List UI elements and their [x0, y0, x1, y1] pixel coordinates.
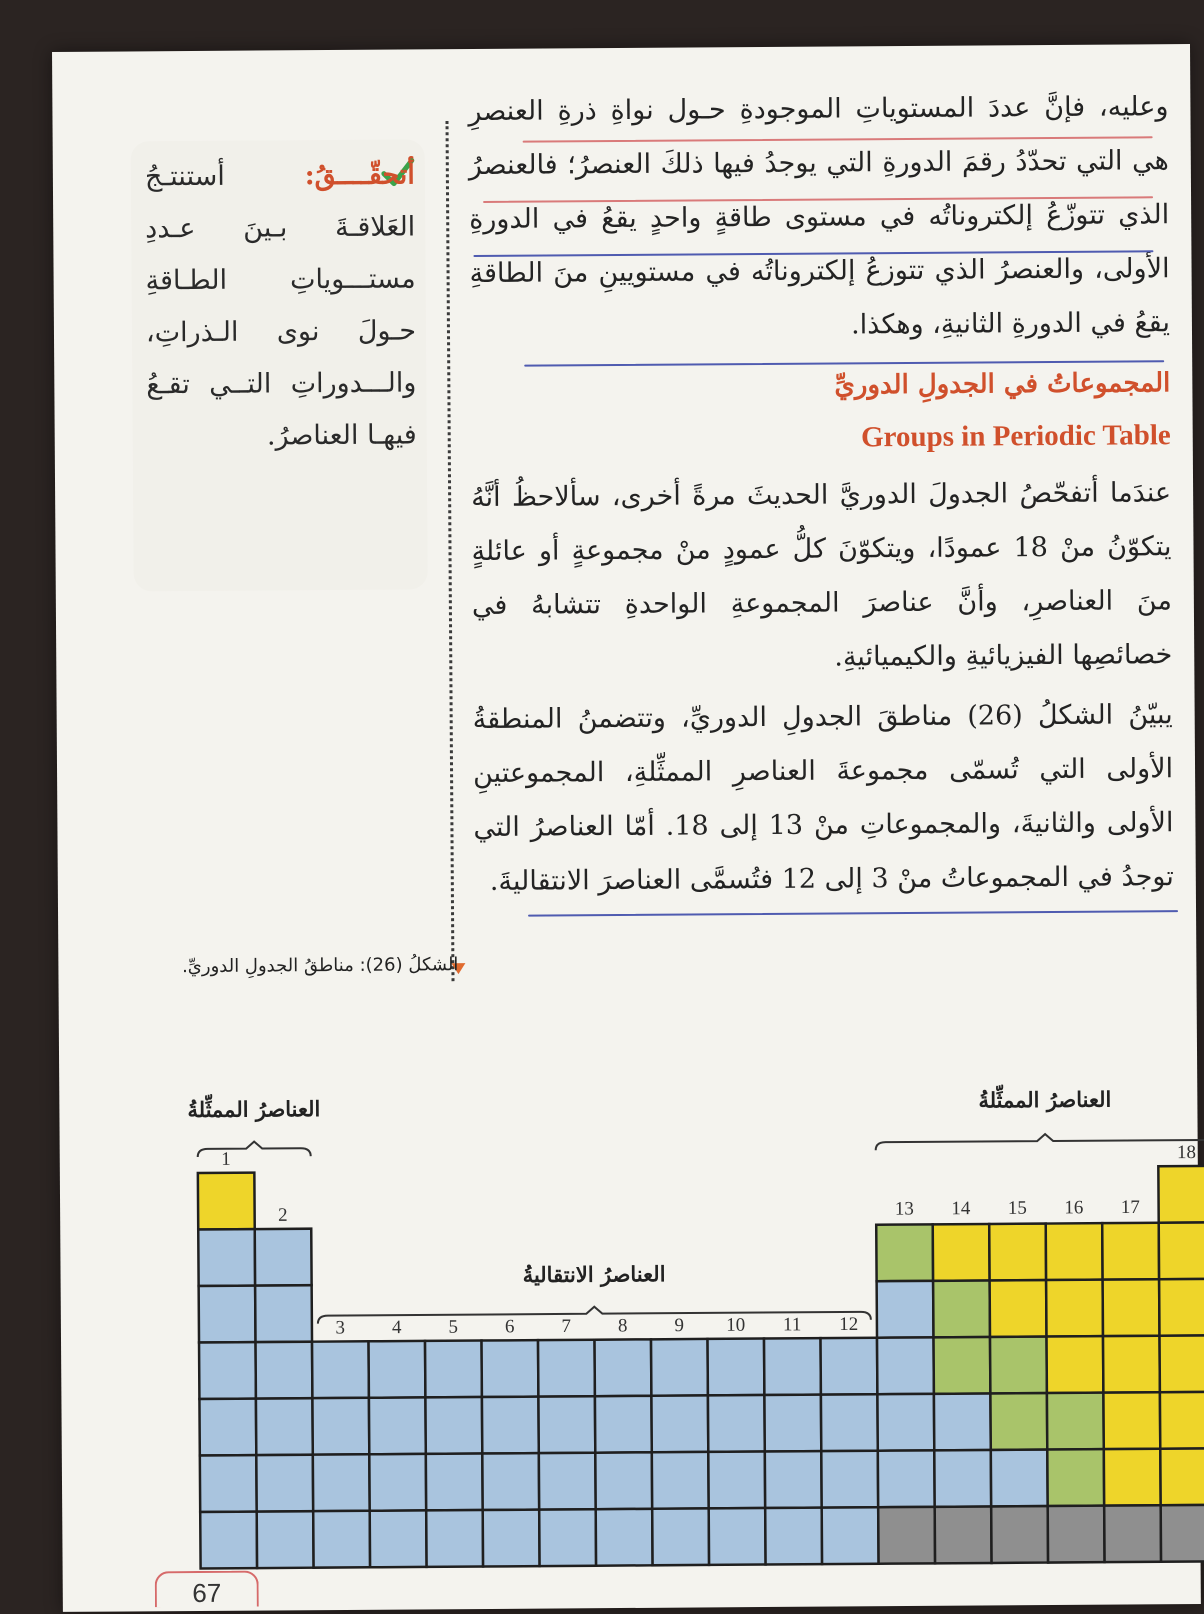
- group-number: 18: [1176, 1142, 1197, 1164]
- element-cell: [990, 1337, 1047, 1394]
- element-cell: [199, 1399, 256, 1456]
- label-representative-right: العناصرُ الممثِّلةُ: [978, 1086, 1112, 1113]
- element-cell: [1104, 1505, 1161, 1562]
- group-number: 14: [951, 1198, 971, 1220]
- element-cell: [1161, 1505, 1204, 1562]
- element-cell: [1047, 1393, 1104, 1450]
- element-cell: [991, 1450, 1048, 1507]
- group-number: 4: [391, 1317, 402, 1339]
- element-cell: [708, 1395, 765, 1452]
- element-cell: [482, 1340, 539, 1397]
- element-cell: [821, 1338, 878, 1395]
- main-text: [468, 80, 1174, 909]
- element-cell: [369, 1397, 426, 1454]
- element-cell: [1102, 1223, 1159, 1280]
- element-cell: [877, 1281, 934, 1338]
- group-number: 17: [1120, 1196, 1140, 1219]
- column-divider: [446, 121, 455, 981]
- element-cell: [482, 1453, 539, 1510]
- element-cell: [256, 1342, 313, 1399]
- element-cell: [199, 1342, 256, 1399]
- element-cell: [1103, 1279, 1160, 1336]
- element-cell: [708, 1339, 765, 1396]
- element-cell: [200, 1512, 257, 1569]
- element-cell: [878, 1507, 935, 1564]
- element-cell: [990, 1280, 1047, 1337]
- element-cell: [1160, 1392, 1204, 1449]
- element-cell: [1103, 1336, 1160, 1393]
- element-cell: [538, 1396, 595, 1453]
- element-cell: [652, 1508, 709, 1565]
- group-number: 9: [674, 1315, 684, 1337]
- element-cell: [595, 1452, 652, 1509]
- element-cell: [312, 1341, 369, 1398]
- element-cell: [1160, 1335, 1204, 1392]
- element-cell: [1047, 1449, 1104, 1506]
- element-cell: [933, 1280, 990, 1337]
- group-number: 5: [448, 1316, 458, 1338]
- element-cell: [255, 1285, 312, 1342]
- brace: [198, 1141, 311, 1157]
- page-number: 67: [155, 1571, 259, 1608]
- element-cell: [991, 1506, 1048, 1563]
- element-cell: [1159, 1222, 1204, 1279]
- element-cell: [934, 1450, 991, 1507]
- check-text: أستنتـجُ العَلاقـةَ بـينَ عـددِ مستـــوياتِ الطـاقةِ حـولَ نوى الـذراتِ، والـــدوراتِ التــي تقـعُ فيهـا العناصرُ.: [144, 160, 417, 452]
- group-number: 1: [221, 1148, 231, 1170]
- element-cell: [483, 1510, 540, 1567]
- element-cell: [1159, 1279, 1204, 1336]
- element-cell: [199, 1286, 256, 1343]
- element-cell: [595, 1339, 652, 1396]
- element-cell: [822, 1507, 879, 1564]
- figure-caption: الشكلُ (26): مناطقُ الجدولِ الدوريِّ.: [181, 954, 459, 978]
- element-cell: [256, 1455, 313, 1512]
- element-cell: [877, 1337, 934, 1394]
- element-cell: [482, 1397, 539, 1454]
- pen-underline: [528, 910, 1178, 917]
- element-cell: [878, 1450, 935, 1507]
- element-cell: [370, 1510, 427, 1567]
- textbook-page: [52, 44, 1201, 1612]
- element-cell: [1160, 1448, 1204, 1505]
- group-number: 7: [561, 1315, 571, 1337]
- group-number: 6: [504, 1316, 515, 1338]
- brace: [876, 1133, 1204, 1150]
- element-cell: [933, 1224, 990, 1281]
- element-cell: [652, 1452, 709, 1509]
- paragraph-periods: وعليه، فإنَّ عددَ المستوياتِ الموجودةِ حـول نواةِ ذرةِ العنصرِ هي التي تحدّدُ رقمَ الدورةِ التي يوجدُ فيها ذلكَ العنصرُ؛ فالعنصرُ الذي تتوزّعُ إلكتروناتُه في مستوى طاقةٍ واحدٍ يقعُ في الدورةِ الأولى، والعنصرُ الذي تتوزعُ إلكتروناتُه في مستويينِ منَ الطاقةِ يقعُ في الدورةِ الثانيةِ، وهكذا.: [468, 91, 1171, 341]
- periodic-table-diagram: [117, 1044, 1197, 1571]
- element-cell: [765, 1508, 822, 1565]
- group-number: 2: [278, 1204, 288, 1226]
- element-cell: [596, 1509, 653, 1566]
- element-cell: [990, 1393, 1047, 1450]
- element-cell: [1103, 1392, 1160, 1449]
- element-cell: [595, 1396, 652, 1453]
- element-cell: [538, 1340, 595, 1397]
- label-representative-left: العناصرُ الممثِّلةُ: [187, 1096, 321, 1123]
- element-cell: [257, 1511, 314, 1568]
- element-cell: [821, 1394, 878, 1451]
- element-cell: [651, 1395, 708, 1452]
- element-cell: [539, 1509, 596, 1566]
- element-cell: [198, 1173, 255, 1230]
- element-cell: [765, 1451, 822, 1508]
- element-cell: [369, 1341, 426, 1398]
- group-number: 13: [894, 1198, 914, 1220]
- element-cell: [200, 1455, 257, 1512]
- paragraph-groups: عندَما أتفحّصُ الجدولَ الدوريَّ الحديثَ مرةً أخرى، سألاحظُ أنَّهُ يتكوّنُ منْ 18 عمودًا، ويتكوّنَ كلُّ عمودٍ منْ مجموعةٍ أو عائلةٍ منَ العناصرِ، وأنَّ عناصرَ المجموعةِ الواحدةِ تتشابهُ في خصائصِها الفيزيائيةِ والكيميائيةِ.: [471, 477, 1173, 673]
- element-cell: [312, 1398, 369, 1455]
- element-cell: [255, 1229, 312, 1286]
- group-number: 11: [782, 1314, 802, 1336]
- group-number: 15: [1007, 1197, 1027, 1219]
- element-cell: [764, 1338, 821, 1395]
- paragraph-regions: يبيّنُ الشكلُ (26) مناطقَ الجدولِ الدوريِّ، وتتضمنُ المنطقةُ الأولى التي تُسمّى مجموعةَ العناصرِ الممثِّلةِ، المجموعتينِ الأولى والثانيةَ، والمجموعاتِ منْ 13 إلى 18. أمّا العناصرُ التي توجدُ في المجموعاتُ منْ 3 إلى 12 فتُسمَّى العناصرَ الانتقاليةَ.: [472, 699, 1174, 897]
- group-number: 8: [617, 1315, 628, 1337]
- element-cell: [1158, 1166, 1204, 1223]
- element-cell: [877, 1394, 934, 1451]
- element-cell: [651, 1339, 708, 1396]
- element-cell: [1048, 1506, 1105, 1563]
- element-cell: [876, 1224, 933, 1281]
- group-number: 16: [1064, 1197, 1084, 1219]
- element-cell: [708, 1452, 765, 1509]
- element-cell: [256, 1398, 313, 1455]
- element-cell: [989, 1224, 1046, 1281]
- group-number: 12: [839, 1313, 859, 1336]
- element-cell: [425, 1397, 482, 1454]
- element-cell: [425, 1341, 482, 1398]
- element-cell: [426, 1510, 483, 1567]
- element-cell: [313, 1454, 370, 1511]
- element-cell: [539, 1453, 596, 1510]
- element-cell: [934, 1393, 991, 1450]
- element-cell: [1046, 1280, 1103, 1337]
- group-number: 3: [335, 1317, 346, 1339]
- element-cell: [369, 1454, 426, 1511]
- section-title-en: Groups in Periodic Table: [860, 419, 1171, 454]
- element-cell: [935, 1506, 992, 1563]
- check-title: أتحقّــــقُ:: [304, 159, 415, 192]
- element-cell: [1046, 1223, 1103, 1280]
- label-transition: العناصرُ الانتقاليةُ: [522, 1261, 666, 1288]
- element-cell: [821, 1451, 878, 1508]
- element-cell: [198, 1229, 255, 1286]
- element-cell: [1047, 1336, 1104, 1393]
- check-box: [145, 149, 417, 463]
- element-cell: [934, 1337, 991, 1394]
- element-cell: [426, 1454, 483, 1511]
- section-title-ar: المجموعاتُ في الجدولِ الدوريِّ: [834, 368, 1171, 401]
- element-cell: [1104, 1449, 1161, 1506]
- element-cell: [709, 1508, 766, 1565]
- group-number: 10: [726, 1314, 746, 1336]
- element-cell: [764, 1395, 821, 1452]
- element-cell: [313, 1511, 370, 1568]
